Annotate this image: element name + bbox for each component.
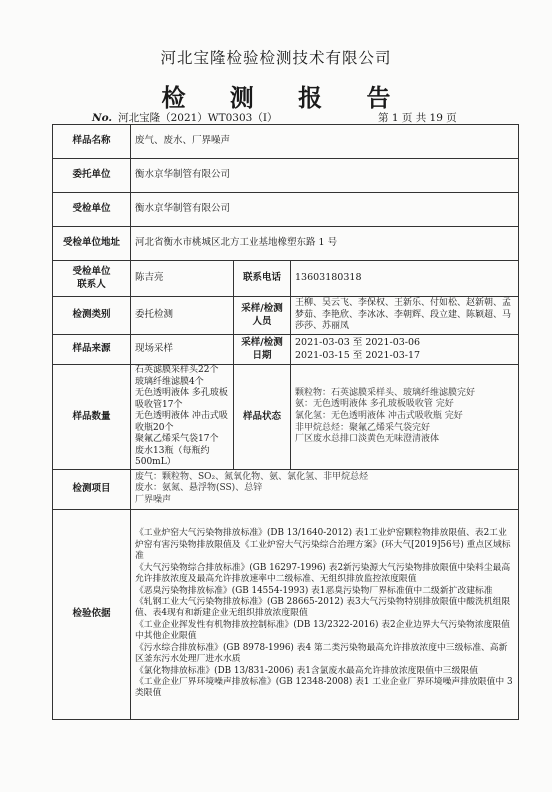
- address-value: 河北省衡水市桃城区北方工业基地橡塑东路 1 号: [131, 227, 519, 261]
- phone-value: 13603180318: [291, 261, 519, 297]
- row-items: [53, 469, 519, 509]
- phone-label: 联系电话: [234, 261, 291, 297]
- row-sample-name: [53, 125, 519, 159]
- source-label: 样品来源: [53, 335, 131, 365]
- basis-label: 检验依据: [53, 509, 131, 719]
- basis-line: 《工业企业厂界环境噪声排放标准》(GB 12348-2008) 表1 工业企业厂界环境噪声排放限值中 3 类限值: [135, 676, 513, 699]
- page-count: 第 1 页 共 19 页: [378, 112, 457, 124]
- report-title: 检 测 报 告: [161, 83, 409, 112]
- row-source: [53, 335, 519, 365]
- date-label: 采样/检测 日期: [241, 336, 283, 361]
- basis-line: 《轧钢工业大气污染物排放标准》(GB 28665-2012) 表3大气污染物特别排放限值中酸洗机组限值、表4现有和新建企业无组织排放浓度限值: [135, 597, 511, 619]
- contact-value: 陈吉亮: [131, 261, 234, 297]
- client-label: 委托单位: [53, 159, 131, 193]
- staff-label: 采样/检测 人员: [241, 302, 283, 327]
- inspected-value: 衡水京华制管有限公司: [131, 193, 519, 227]
- staff-value: 王柳、吴云飞、李保权、王新乐、付如松、赵新朝、孟梦茹、李艳欣、李冰冰、李朝辉、段立建、陈颖超、马莎莎、苏丽凤: [291, 297, 519, 335]
- date-value: 2021-03-03 至 2021-03-06 2021-03-15 至 2021-03-17: [295, 337, 421, 361]
- row-category: [53, 297, 519, 335]
- basis-line: 《污水综合排放标准》(GB 8978-1996) 表4 第二类污染物最高允许排放浓度中三级标准、高新区釜东污水处理厂进水水质: [135, 642, 508, 665]
- basis-line: 《工业炉窑大气污染物排放标准》(DB 13/1640-2012) 表1工业炉窑颗粒物排放限值、表2工业炉窑有害污染物排放限值及《工业炉窑大气污染综合治理方案》(环大气[2019]56号) 重点区域标准: [135, 528, 511, 562]
- company-name: 河北宝隆检验检测技术有限公司: [160, 49, 392, 67]
- sample-name-value: 废气、废水、厂界噪声: [131, 125, 519, 159]
- sample-name-label: 样品名称: [53, 125, 131, 159]
- quantity-label: 样品数量: [53, 365, 131, 470]
- status-value: 颗粒物：石英滤膜采样头、玻璃纤维滤膜完好 氨：无色透明液体 多孔玻板吸收管 完好 氯化氢：无色透明液体 冲击式吸收瓶 完好 非甲烷总烃：聚氟乙烯采气袋完好 厂区废水总排口淡黄色无味澄清液体: [295, 387, 476, 445]
- row-inspected: [53, 193, 519, 227]
- basis-line: 《大气污染物综合排放标准》(GB 16297-1996) 表2新污染源大气污染物排放限值中染料尘最高允许排放浓度及最高允许排放速率中二级标准、无组织排放监控浓度限值: [135, 562, 511, 585]
- report-number: [92, 110, 277, 125]
- inspected-label: 受检单位: [53, 193, 131, 227]
- contact-label: 受检单位 联系人: [72, 265, 111, 290]
- source-value: 现场采样: [131, 335, 234, 365]
- row-basis: [53, 509, 519, 719]
- quantity-value: 石英滤膜采样头22个 玻璃纤维滤膜4个 无色透明液体 多孔玻板吸收管17个 无色透明液体 冲击式吸收瓶20个 聚氟乙烯采气袋17个 废水13瓶（每瓶约500mL）: [135, 365, 228, 468]
- client-value: 衡水京华制管有限公司: [131, 159, 519, 193]
- report-number-value: 河北宝隆（2021）WT0303（Ⅰ）: [118, 112, 278, 124]
- items-label: 检测项目: [53, 469, 131, 509]
- category-value: 委托检测: [131, 297, 234, 335]
- basis-line: 《工业企业挥发性有机物排放控制标准》(DB 13/2322-2016) 表2企业边界大气污染物浓度限值中其他企业限值: [135, 619, 510, 642]
- basis-value: [131, 509, 519, 719]
- basis-line: 《恶臭污染物排放标准》(GB 14554-1993) 表1恶臭污染物厂界标准值中二级新扩改建标准: [135, 585, 493, 596]
- row-address: [53, 227, 519, 261]
- page-indicator: [378, 110, 457, 125]
- no-label: No.: [92, 112, 113, 124]
- status-label: 样品状态: [234, 365, 291, 470]
- items-value: 废气：颗粒物、SO₂、氮氧化物、氨、氯化氢、非甲烷总烃 废水：氨氮、悬浮物(SS)、总锌 厂界噪声: [135, 471, 369, 505]
- row-contact: [53, 261, 519, 297]
- row-quantity: [53, 365, 519, 470]
- row-client: [53, 159, 519, 193]
- address-label: 受检单位地址: [53, 227, 131, 261]
- basis-line: 《氯化物排放标准》(DB 13/831-2006) 表1含氯废水最高允许排放浓度限值中三级限值: [135, 665, 478, 676]
- report-table: [52, 124, 519, 720]
- category-label: 检测类别: [53, 297, 131, 335]
